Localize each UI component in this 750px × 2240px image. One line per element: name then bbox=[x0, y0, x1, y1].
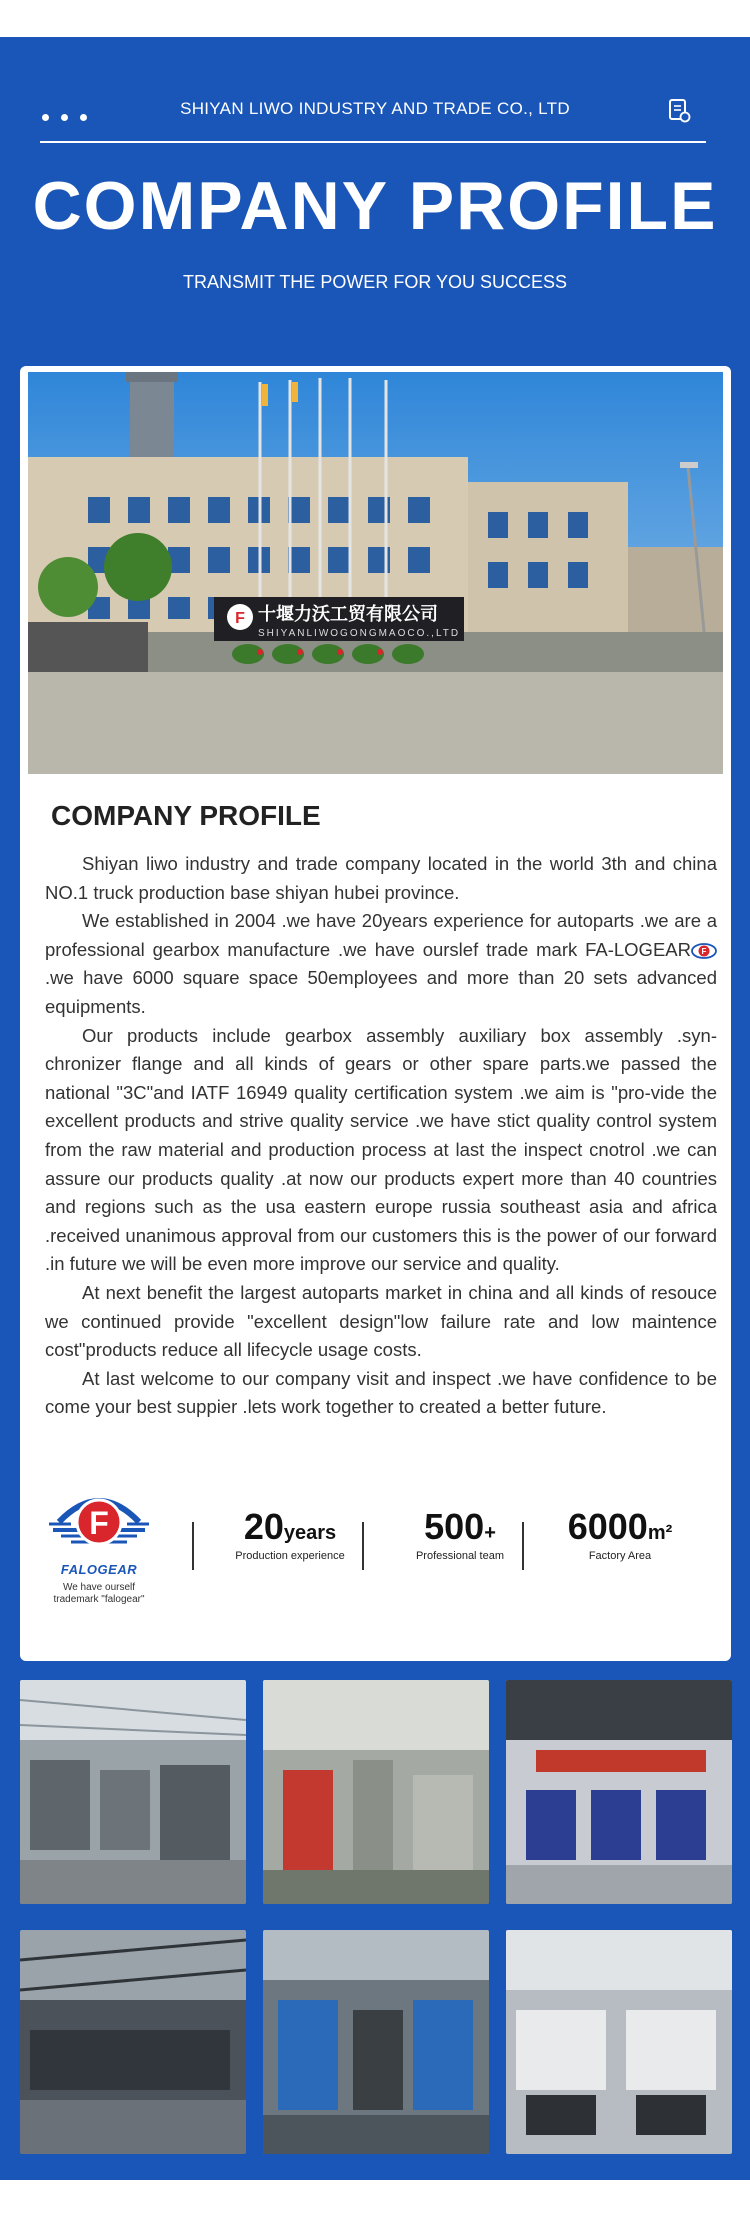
header-divider bbox=[40, 141, 706, 143]
company-name: SHIYAN LIWO INDUSTRY AND TRADE CO., LTD bbox=[180, 99, 570, 118]
sign-pinyin-text: SHIYANLIWOGONGMAOCO.,LTD bbox=[258, 628, 461, 639]
profile-paragraph-2: We established in 2004 .we have 20years experience for autoparts .we are a professional gearbox manufacture .we have ourslef trade mark FA-LOGEAR F .we have 6000 square space 50employees and more than 20 sets advanced equipments. bbox=[45, 910, 717, 1017]
stat-experience: 20years Production experience bbox=[235, 1506, 345, 1562]
profile-paragraph-4: At next benefit the largest autoparts market in china and all kinds of resouce we continued provide "excellent design"low failure rate and low maintence cost"products reduce all lifecycle usage costs. bbox=[45, 1281, 717, 1361]
falogear-logo-icon bbox=[691, 942, 717, 960]
logo-name: FALOGEAR bbox=[60, 1562, 138, 1577]
profile-paragraph-5: At last welcome to our company visit and inspect .we have confidence to be come your best suppier .lets work together to created a better future. bbox=[45, 1367, 717, 1418]
profile-body bbox=[45, 850, 717, 1422]
profile-paragraph-3: Our products include gearbox assembly auxiliary box assembly .syn-chronizer flange and all kinds of gears or other spare parts.we passed the national "3C"and IATF 16949 quality certification system .we aim is "pro-vide the excellent products and strive quality service .we have stict quality control system from the raw material and production process at last the inspect cnotrol .we can assure our products quality .at now our products expert more than 40 countries and regions such as the usa eastern europe russia southeast asia and africa .received unanimous approval from our customers this is the power of our forward .in future we will be even more improve our service and quality. bbox=[45, 1024, 717, 1275]
logo-caption: We have ourself trademark "falogear" bbox=[53, 1582, 145, 1605]
stat-team: 500+ Professional team bbox=[415, 1506, 505, 1562]
factory-photo-6 bbox=[506, 1930, 732, 2154]
factory-photo-grid bbox=[20, 1680, 731, 2155]
factory-photo-1 bbox=[20, 1680, 246, 1904]
document-icon[interactable] bbox=[666, 97, 692, 123]
profile-paragraph-1: Shiyan liwo industry and trade company located in the world 3th and china NO.1 truck production base shiyan hubei province. bbox=[45, 853, 717, 903]
falogear-logo bbox=[44, 1484, 154, 1614]
stats-row bbox=[20, 1484, 731, 1624]
top-margin bbox=[0, 0, 750, 37]
more-dots-icon[interactable] bbox=[42, 114, 87, 121]
company-building-photo bbox=[28, 372, 723, 774]
svg-text:F: F bbox=[701, 946, 707, 956]
falogear-emblem-icon bbox=[49, 1484, 149, 1560]
factory-photo-2 bbox=[263, 1680, 489, 1904]
header bbox=[0, 37, 750, 367]
svg-text:F: F bbox=[89, 1505, 109, 1541]
factory-photo-5 bbox=[263, 1930, 489, 2154]
stats-divider bbox=[362, 1522, 364, 1570]
stat-area: 6000m² Factory Area bbox=[567, 1506, 673, 1562]
stats-divider bbox=[522, 1522, 524, 1570]
tagline: TRANSMIT THE POWER FOR YOU SUCCESS bbox=[182, 272, 568, 292]
svg-text:F: F bbox=[235, 610, 245, 627]
bottom-margin bbox=[0, 2180, 750, 2240]
factory-photo-4 bbox=[20, 1930, 246, 2154]
sign-chinese-text: 十堰力沃工贸有限公司 bbox=[258, 604, 438, 625]
factory-photo-3 bbox=[506, 1680, 732, 1904]
profile-card bbox=[20, 366, 731, 1661]
stats-divider bbox=[192, 1522, 194, 1570]
profile-title: COMPANY PROFILE bbox=[51, 800, 321, 831]
page-title: COMPANY PROFILE bbox=[32, 168, 718, 244]
